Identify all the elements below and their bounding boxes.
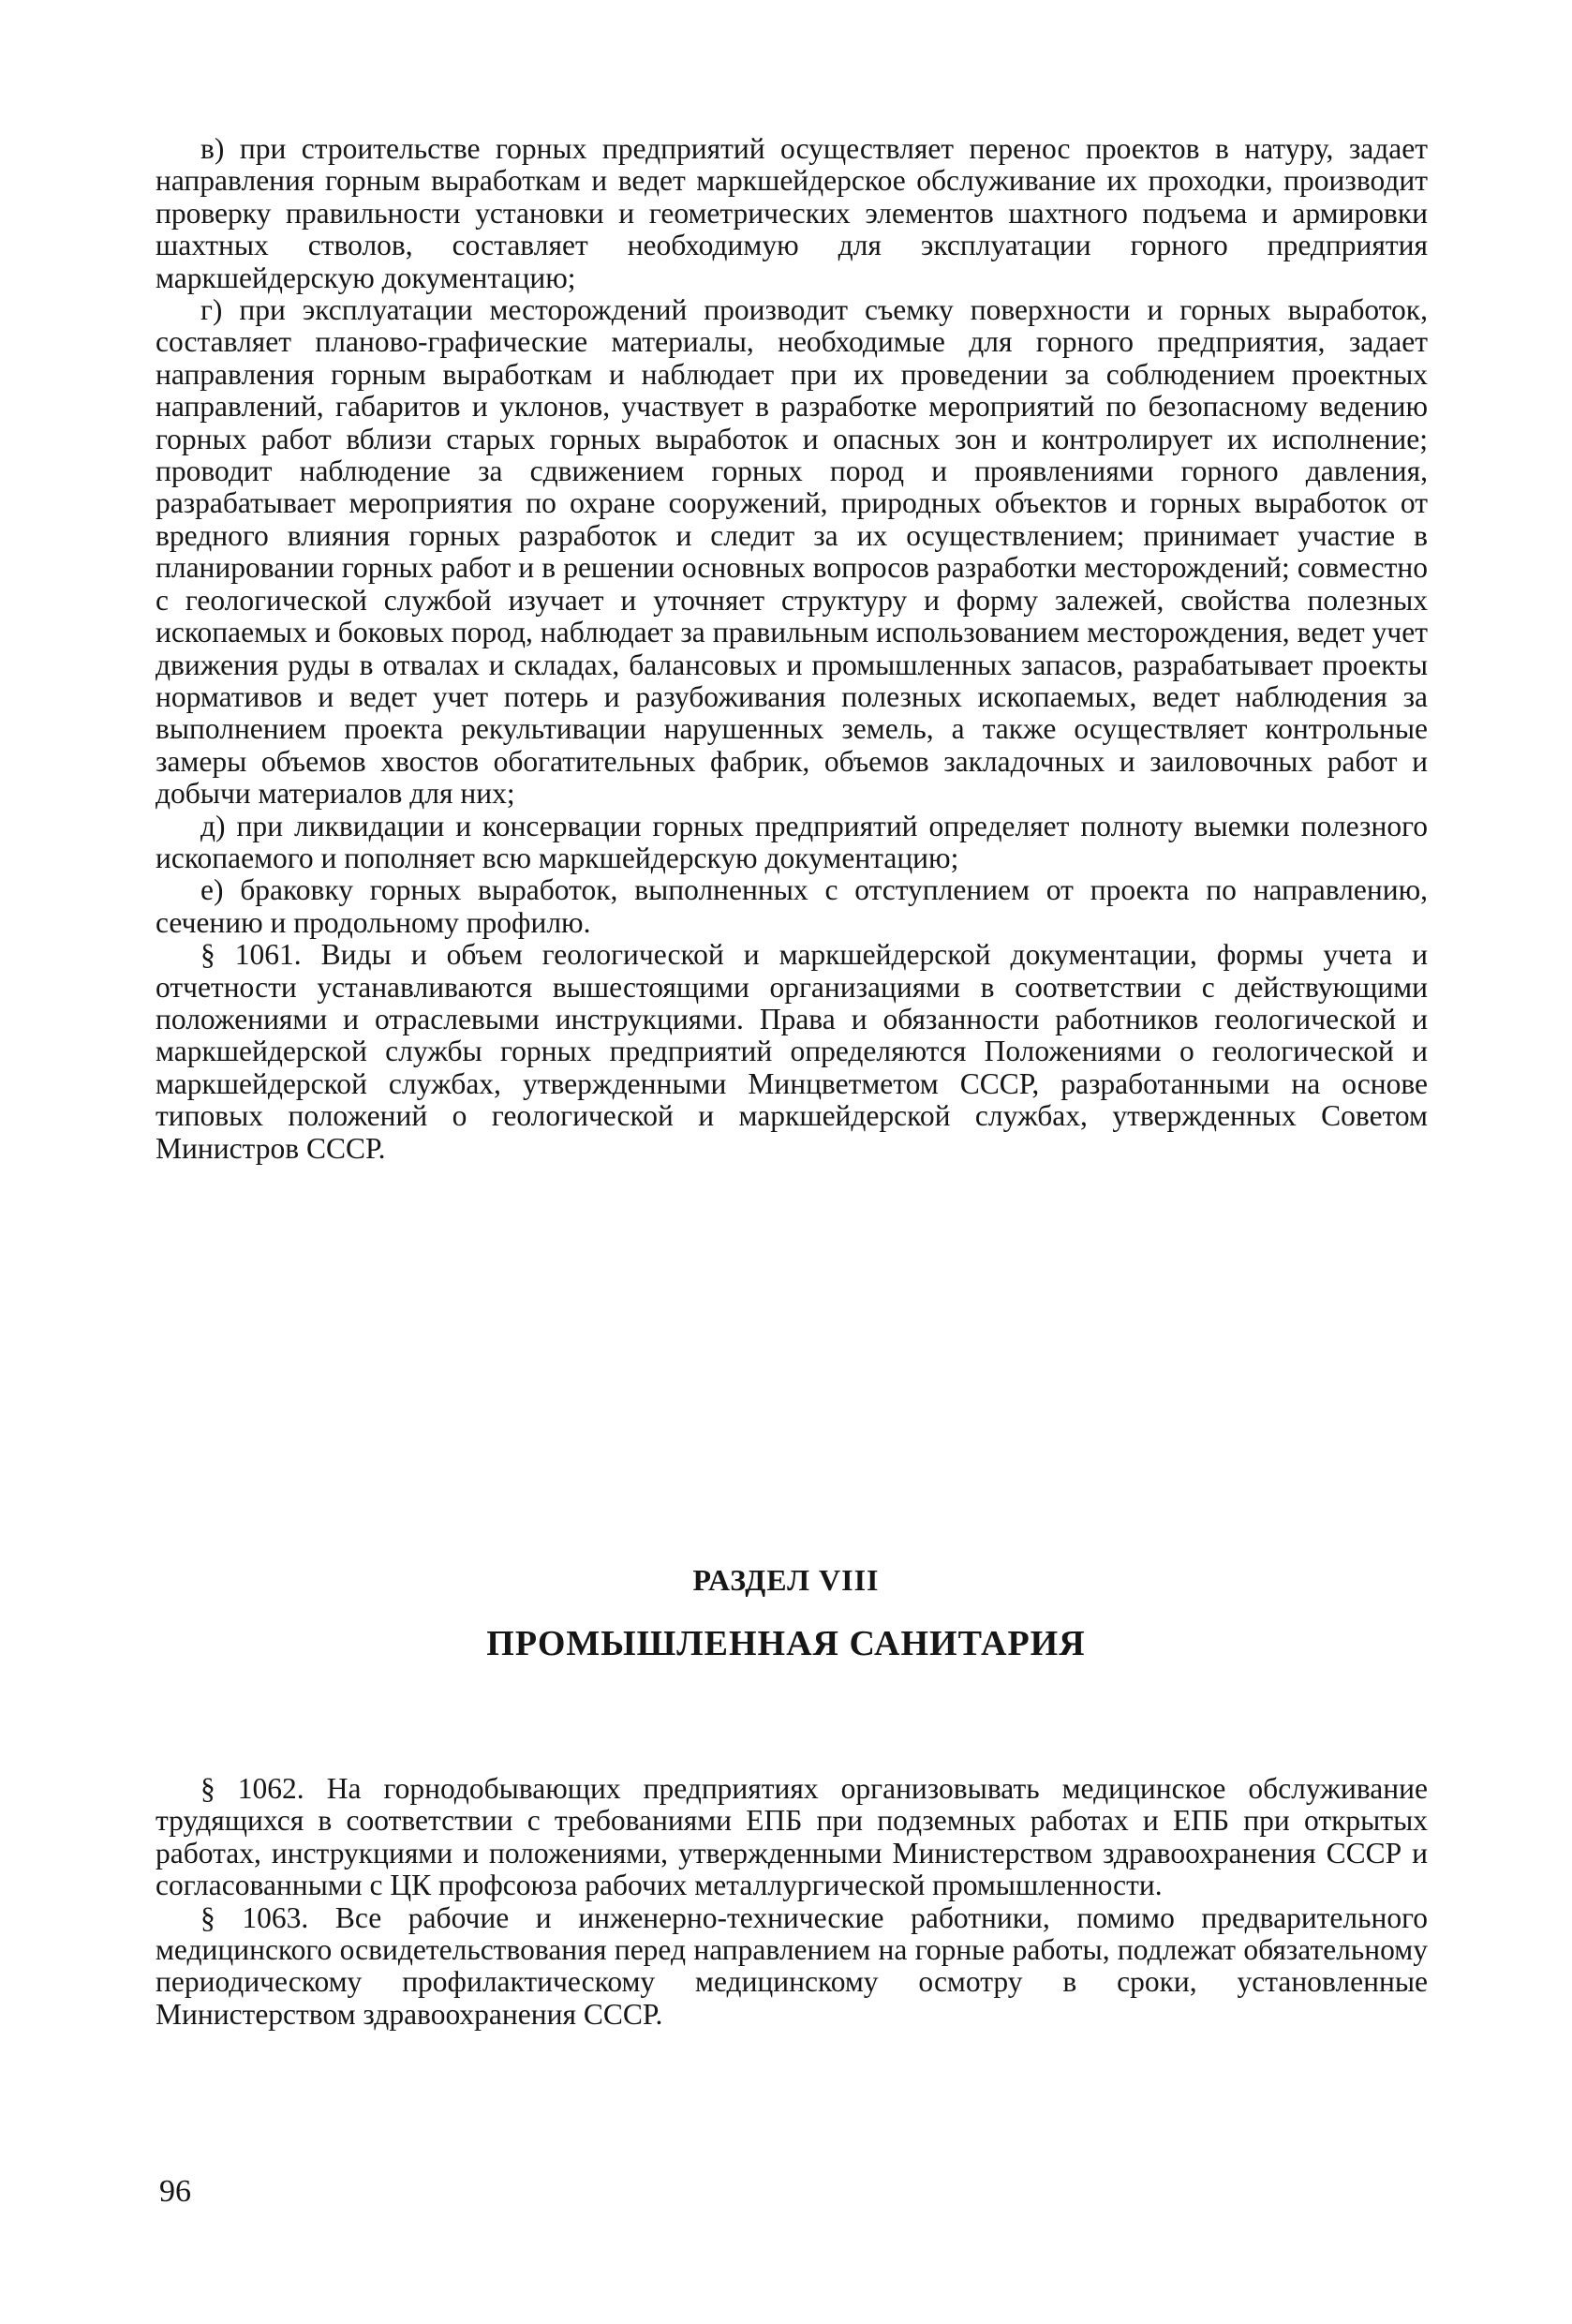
paragraph-v: в) при строительстве горных предприятий осуществляет перенос проектов в натуру, задает направления горным выработкам и ведет маркшейдерское обслуживание их проходки, производит проверку правильности установки и геометрических элементов шахтного подъема и армировки шахтных стволов, составляет необходимую для эксплуатации горного предприятия маркшейдерскую документацию; (156, 132, 1428, 294)
paragraph-g: г) при эксплуатации месторождений производит съемку поверхности и горных выработок, составляет планово-графические материалы, необходимые для горного предприятия, задает направления горным выработкам и наблюдает при их проведении за соблюдением проектных направлений, габаритов и уклонов, участвует в разработке мероприятий по безопасному ведению горных работ вблизи старых горных выработок и опасных зон и контролирует их исполнение; проводит наблюдение за сдвижением горных пород и проявлениями горного давления, разрабатывает мероприятия по охране сооружений, природных объектов и горных выработок от вредного влияния горных разработок и следит за их осуществлением; принимает участие в планировании горных работ и в решении основных вопросов разработки месторождений; совместно с геологической службой изучает и уточняет структуру и форму залежей, свойства полезных ископаемых и боковых пород, наблюдает за правильным использованием месторождения, ведет учет движения руды в отвалах и складах, балансовых и промышленных запасов, разрабатывает проекты нормативов и ведет учет потерь и разубоживания полезных ископаемых, ведет наблюдения за выполнением проекта рекультивации нарушенных земель, а также осуществляет контрольные замеры объемов хвостов обогатительных фабрик, объемов закладочных и заиловочных работ и добычи материалов для них; (156, 293, 1428, 811)
text-block-mine-survey (156, 133, 1428, 1165)
section-label: РАЗДЕЛ VIII (692, 1563, 880, 1597)
paragraph-e: е) браковку горных выработок, выполненных с отступлением от проекта по направлению, сечению и продольному профилю. (156, 873, 1428, 939)
page-number: 96 (159, 2174, 191, 2209)
paragraph-d: д) при ликвидации и консервации горных предприятий определяет полноту выемки полезного ископаемого и пополняет всю маркшейдерскую документацию; (156, 809, 1428, 874)
text-block-sanitation (156, 1773, 1428, 2031)
paragraph-1062: § 1062. На горнодобывающих предприятиях организовывать медицинское обслуживание трудящихся в соответствии с требованиями ЕПБ при подземных работах и ЕПБ при открытых работах, инструкциями и положениями, утвержденными Министерством здравоохранения СССР и согласованными с ЦК профсоюза рабочих металлургической промышленности. (156, 1772, 1428, 1902)
paragraph-1061: § 1061. Виды и объем геологической и маркшейдерской документации, формы учета и отчетности устанавливаются вышестоящими организациями в соответствии с действующими положениями и отраслевыми инструкциями. Права и обязанности работников геологической и маркшейдерской службы горных предприятий определяются Положениями о геологической и маркшейдерской службах, утвержденными Минцветметом СССР, разработанными на основе типовых положений о геологической и маркшейдерской службах, утвержденных Советом Министров СССР. (156, 938, 1428, 1165)
section-title: ПРОМЫШЛЕННАЯ САНИТАРИЯ (486, 1624, 1086, 1663)
paragraph-1063: § 1063. Все рабочие и инженерно-технические работники, помимо предварительного медицинского освидетельствования перед направлением на горные работы, подлежат обязательному периодическому профилактическому медицинскому осмотру в сроки, установленные Министерством здравоохранения СССР. (156, 1900, 1428, 2031)
